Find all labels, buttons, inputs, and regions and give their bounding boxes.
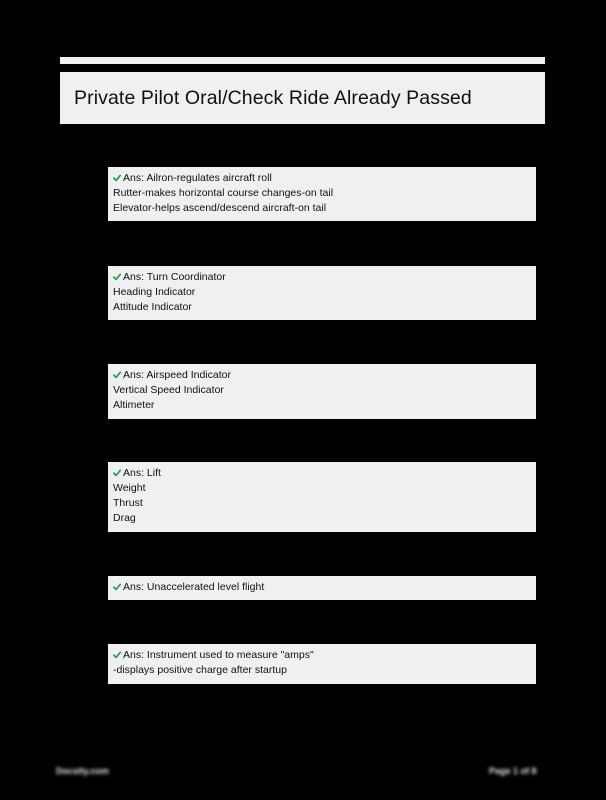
page-title: Private Pilot Oral/Check Ride Already Passed (74, 86, 472, 109)
answer-line (113, 171, 536, 186)
check-icon (113, 371, 121, 379)
answer-line (113, 580, 536, 595)
answer-line: Weight (113, 482, 146, 494)
top-rule (60, 57, 545, 64)
answer-line: Heading Indicator (113, 286, 196, 298)
footer-watermark: Docsity.com (56, 766, 109, 776)
answer-line (113, 648, 536, 663)
answer-text: Ans: Unaccelerated level flight (123, 581, 265, 593)
answer-line: Altimeter (113, 399, 155, 411)
answer-box (108, 576, 536, 600)
answer-text: Ans: Lift (123, 467, 161, 479)
answer-text: Ans: Airspeed Indicator (123, 369, 231, 381)
answer-line: Drag (113, 512, 136, 524)
footer-page-number: Page 1 of 8 (489, 766, 537, 776)
answer-line (113, 368, 536, 383)
answer-box (108, 644, 536, 684)
answer-line: Elevator-helps ascend/descend aircraft-on tail (113, 202, 327, 214)
answer-text: Ans: Ailron-regulates aircraft roll (123, 172, 272, 184)
answer-line: Attitude Indicator (113, 301, 192, 313)
check-icon (113, 273, 121, 281)
check-icon (113, 651, 121, 659)
answer-line (113, 270, 536, 285)
title-box (60, 72, 545, 124)
answer-line: -displays positive charge after startup (113, 664, 287, 676)
answer-box (108, 167, 536, 221)
answer-box (108, 462, 536, 532)
answer-line: Rutter-makes horizontal course changes-on tail (113, 187, 334, 199)
answer-line: Thrust (113, 497, 143, 509)
check-icon (113, 469, 121, 477)
check-icon (113, 583, 121, 591)
answer-line: Vertical Speed Indicator (113, 384, 224, 396)
answer-text: Ans: Instrument used to measure "amps" (123, 649, 314, 661)
check-icon (113, 174, 121, 182)
answer-box (108, 364, 536, 419)
answer-box (108, 266, 536, 320)
answer-text: Ans: Turn Coordinator (123, 271, 226, 283)
answer-line (113, 466, 536, 481)
